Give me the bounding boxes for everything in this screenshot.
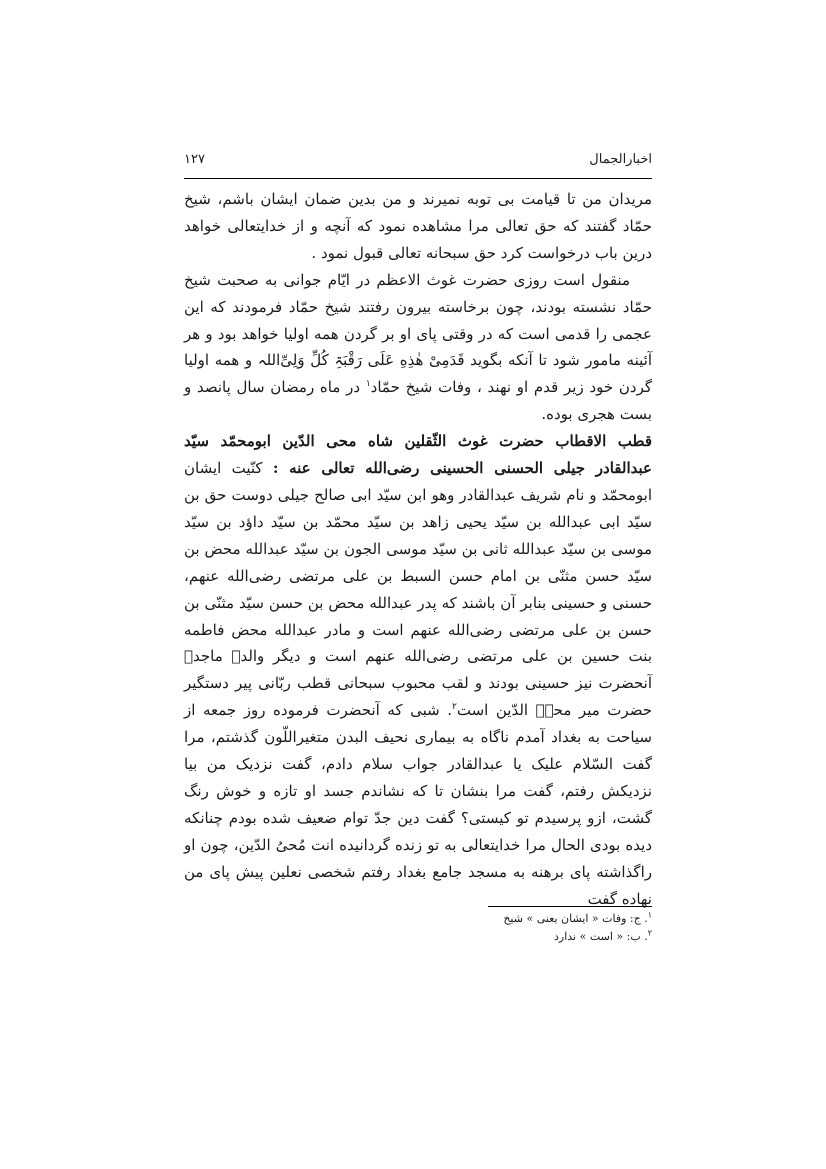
running-header-title: اخبارالجمال	[589, 152, 652, 167]
paragraph-3	[184, 428, 652, 912]
paragraph-3-text-b: . شبی که آنحضرت فرموده روز جمعه از سیاحت به بغداد آمدم ناگاه به بیماری نحیف البدن متغیراللّون گذشتم، مرا گفت السّلام علیک یا عبدالقادر جواب سلام دادم، گفت نزدیک من بیا نزدیکش رفتم، گفت مرا بنشان تا که نشاندم جسد او تازه و خوش رنگ گشت، ازو پرسیدم تو کیستی؟ گفت دین جدّ توام ضعیف شده بودم چنانکه دیده بودی الحال مرا خدایتعالی به تو زنده گردانیده انت مُحیُ الدّین، چون او راگذاشته پای برهنه به مسجد جامع بغداد رفتم شخصی نعلین پیش پای من نهاده گفت	[184, 701, 652, 908]
paragraph-2	[184, 267, 652, 428]
paragraph-2-text-b: در ماه رمضان سال پانصد و بست هجری بوده.	[184, 378, 652, 424]
footnote-2-number: ۲	[647, 928, 652, 938]
footnote-1-number: ۱	[647, 910, 652, 920]
footnote-2-text: . ب: « است » ندارد	[554, 930, 648, 943]
footnote-marker-2[interactable]: ۲	[452, 702, 457, 713]
section-heading: قطب الاقطاب حضرت غوث الثّقلین شاه محی الدّین ابومحمّد سیّد عبدالقادر جیلی الحسنی الحسینی رضی‌الله تعالی عنه :	[184, 432, 652, 478]
paragraph-2-text-a: منقول است روزی حضرت غوث الاعظم در ایّام جوانی به صحبت شیخ حمّاد نشسته بودند، چون برخاسته بیرون رفتند شیخ حمّاد فرمودند که این عجمی را قدمی است که در وقتی پای او بر گردن همه اولیا خواهد بود و هر آئینه مامور شود تا آنکه بگوید قَدَمِیْ هٰذِهِ عَلَی رَقْبَۃِ کُلِّ وَلِیِّ‌اللہ و همه اولیا گردن خود زیر قدم او نهند ، وفات شیخ حمّاد	[184, 270, 653, 397]
footnotes	[400, 910, 652, 946]
running-header	[184, 150, 652, 174]
footnote-rule	[488, 906, 652, 907]
header-rule	[184, 178, 652, 179]
body-text	[184, 186, 652, 912]
footnote-marker-1[interactable]: ۱	[365, 379, 371, 390]
paragraph-1: مریدان من تا قیامت بی توبه نمیرند و من بدین ضمان ایشان باشم، شیخ حمّاد گفتند که حق تعالی مرا مشاهده نمود که آنچه و از خدایتعالی خواهد درین باب درخواست کرد حق سبحانه تعالی قبول نمود .	[184, 190, 652, 262]
page-number: ۱۲۷	[184, 152, 205, 167]
paragraph-3-text-a: کنّیت ایشان ابومحمّد و نام شریف عبدالقادر وهو ابن سیّد ابی صالح جیلی دوست حق بن سیّد ابی عبدالله بن سیّد یحیی زاهد بن سیّد محمّد بن سیّد داؤد بن سیّد موسی بن سیّد عبدالله ثانی بن سیّد موسی الجون بن سیّد عبدالله محض بن سیّد حسن مثنّی بن امام حسن السبط بن علی مرتضی رضی‌الله عنهم، حسنی و حسینی بنابر آن باشند که پدر عبدالله محض بن حسن سیّد مثنّی بن حسن بن علی مرتضی رضی‌الله عنهم است و مادر عبدالله محض فاطمه بنت حسین بن علی مرتضی رضی‌الله عنهم است و دیگر والدۂ ماجدۂ آنحضرت نیز حسینی بودند و لقب محبوب سبحانی قطب ربّانی پیر دستگیر حضرت میر محیؔ الدّین است	[184, 459, 652, 720]
footnote-2	[400, 928, 652, 946]
footnote-1-text: . ج: وفات « ایشان یعنی » شیخ	[503, 912, 648, 925]
footnote-1	[400, 910, 652, 928]
